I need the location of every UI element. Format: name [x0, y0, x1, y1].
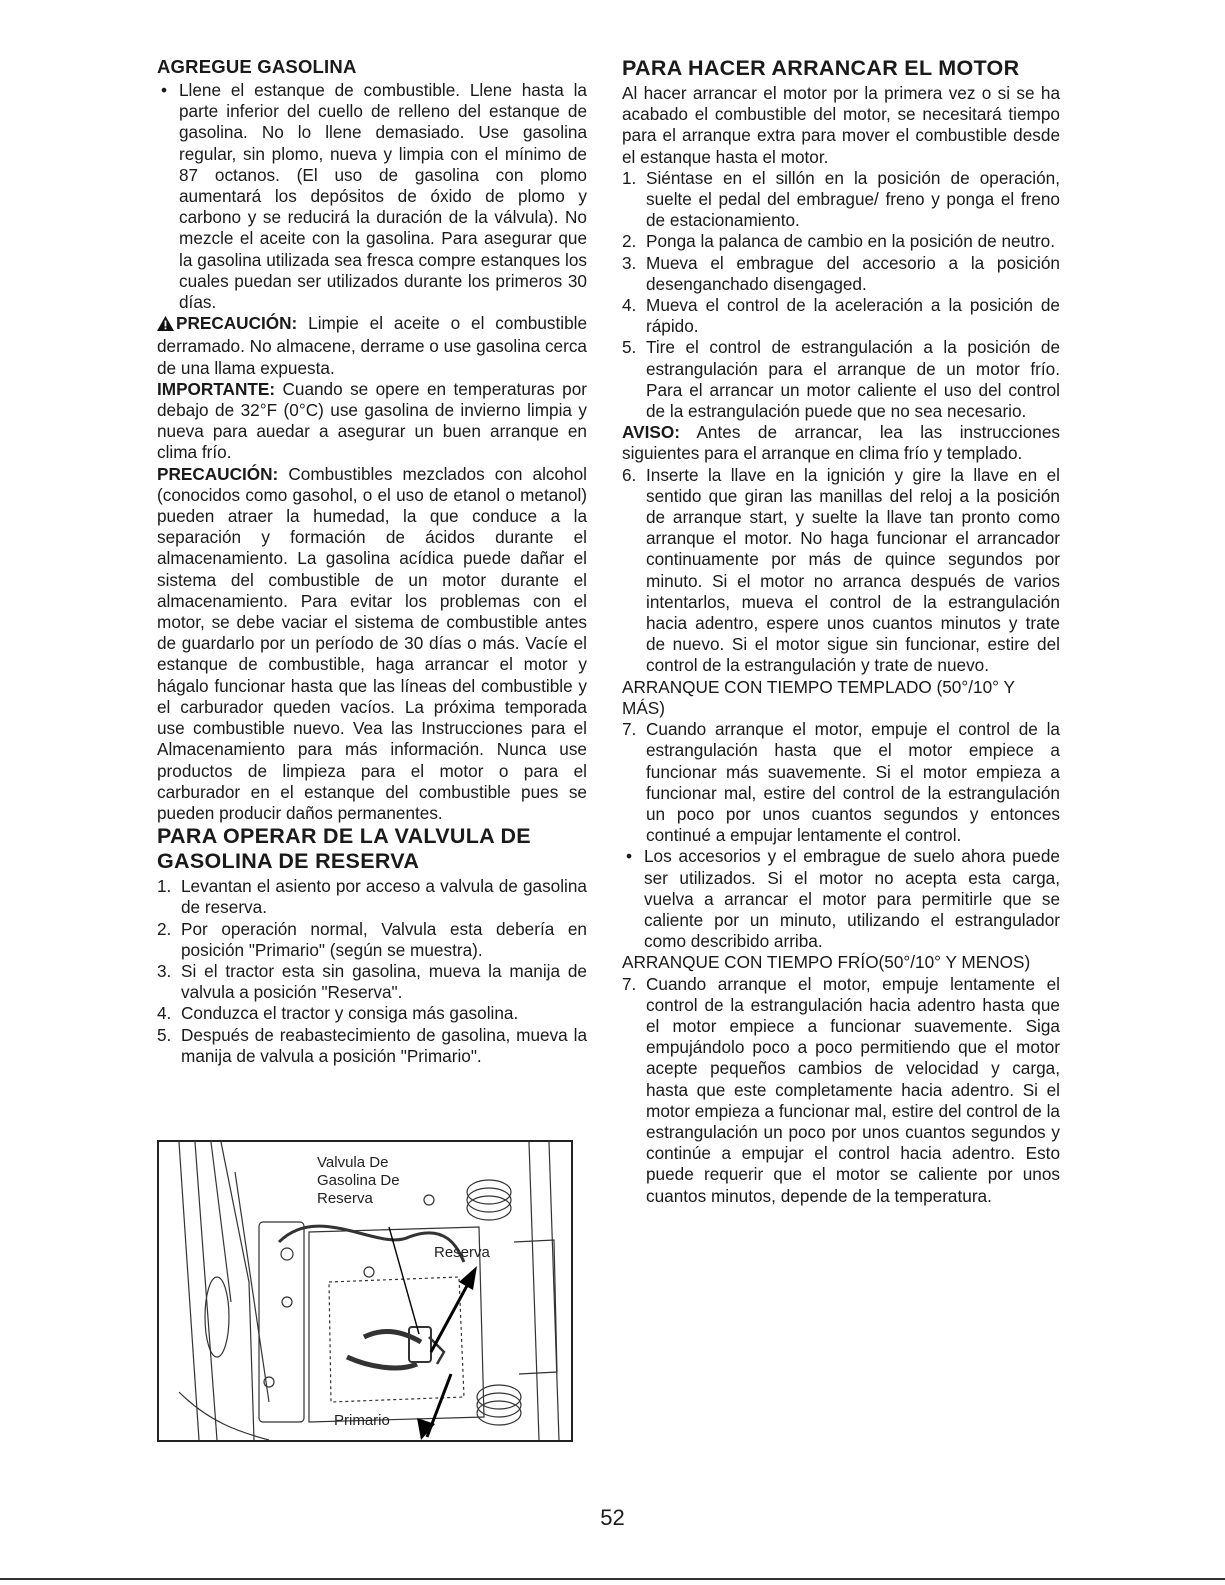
- caution-text-2: Combustibles mezclados con alcohol (conocidos como gasohol, o el uso de etanol o metanol) pueden atraer la humedad, la que conduce a la separación y formación de ácidos durante el almacenamiento. La gasolina acídica puede dañar el sistema del combustible de un motor durante el almacenamiento. Para evitar los problemas con el motor, se debe vaciar el sistema de combustible antes de guardarlo por un período de 30 días o más. Vacíe el estanque de combustible, haga arrancar el motor y hágalo funcionar hasta que las líneas del combustible y el carburador queden vacíos. La próxima temporada use combustible nuevo. Vea las Instrucciones para el Almacenamiento para más información. Nunca use productos de limpieza para el motor o para el carburador en el estanque del combustible pues se pueden producir daños permanentes.: [157, 463, 587, 823]
- start-step: [622, 337, 1060, 422]
- step-number: 2.: [157, 918, 172, 939]
- important-paragraph: [157, 379, 587, 464]
- left-column: [157, 52, 587, 1067]
- start-intro: Al hacer arrancar el motor por la primera vez o si se ha acabado el combustible del motor, se necesitará tiempo para el arranque extra para mover el combustible desde el estanque hasta el motor.: [622, 83, 1060, 167]
- step-6-list: [622, 465, 1060, 677]
- step-text: Ponga la palanca de cambio en la posición de neutro.: [646, 231, 1055, 252]
- notice-paragraph: [622, 422, 1060, 464]
- start-steps-list: [622, 168, 1060, 422]
- valve-step: [157, 961, 587, 1003]
- start-step: [622, 231, 1060, 252]
- step-text: Cuando arranque el motor, empuje el control de la estrangulación hasta que el motor empiece a funcionar más suavemente. Si el motor empieza a funcionar mal, estire del control de la estrangulación un poco por unos cuantos segundos y entonces continué a empujar lentamente el control.: [646, 719, 1060, 846]
- step-number: 7.: [622, 973, 637, 994]
- important-text: Cuando se opere en temperaturas por debajo de 32°F (0°C) use gasolina de invierno limpia y nueva para auedar a asegurar un buen arranque en clima frío.: [157, 378, 587, 463]
- fuel-bullet-list: [157, 80, 587, 313]
- notice-text: Antes de arrancar, lea las instrucciones siguientes para el arranque en clima frío y templado.: [622, 422, 1060, 464]
- caution-paragraph-2: [157, 464, 587, 824]
- accessories-bullet: • Los accesorios y el embrague de suelo ahora puede ser utilizados. Si el motor no acepta esta carga, vuelva a arrancar el motor para permitirle que se caliente por un minuto, utilizando el estrangulador como describido arriba.: [622, 846, 1060, 952]
- label-reserve-valve: Valvula De Gasolina De Reserva: [317, 1154, 400, 1207]
- step-number: 2.: [622, 231, 637, 252]
- page-number: 52: [600, 1505, 625, 1530]
- step-text: Tire el control de estrangulación a la posición de estrangulación para el arranque de un motor frío. Para el arrancar un motor caliente el uso del control de la estrangulación puede que no sea necesario.: [646, 337, 1060, 422]
- step-7-cold: [622, 974, 1060, 1207]
- accessories-bullet-list: [622, 846, 1060, 952]
- heading-start-engine: PARA HACER ARRANCAR EL MOTOR: [622, 56, 1020, 80]
- step-text: Siéntase en el sillón en la posición de operación, suelte el pedal del embrague/ freno y ponga el freno de estacionamiento.: [646, 167, 1060, 231]
- start-step: [622, 253, 1060, 295]
- step-text: Mueva el embrague del accesorio a la posición desenganchado disengaged.: [646, 252, 1060, 294]
- reserve-valve-figure: [157, 1140, 573, 1442]
- step-text: Cuando arranque el motor, empuje lentamente el control de la estrangulación hacia adentro hasta que el motor empiece a funcionar suavemente. Siga empujándolo poco a poco permitiendo que el motor acepte pequeños cambios de velocidad y carga, hasta que este completamente hacia adentro. Si el motor empieza a funcionar mal, estire del control de la estrangulación un poco por unos cuantos segundos y continúe a empujar el control hacia adentro. Esto puede requerir que el motor se caliente por unos cuantos minutos, depende de la temperatura.: [646, 973, 1060, 1206]
- notice-label: AVISO:: [622, 422, 680, 443]
- step-text: Después de reabastecimiento de gasolina, mueva la manija de valvula a posición "Primario".: [181, 1024, 587, 1066]
- step-number: 5.: [622, 337, 637, 358]
- valve-step: [157, 876, 587, 918]
- cold-start-heading: ARRANQUE CON TIEMPO FRÍO(50°/10° Y MENOS): [622, 952, 1031, 973]
- step-6: [622, 465, 1060, 677]
- step-number: 7.: [622, 719, 637, 740]
- important-label: IMPORTANTE:: [157, 378, 276, 399]
- valve-step: [157, 919, 587, 961]
- label-primary: Primario: [334, 1412, 390, 1429]
- step-number: 3.: [622, 252, 637, 273]
- step-number: 3.: [157, 960, 172, 981]
- step-text: Si el tractor esta sin gasolina, mueva la manija de valvula a posición "Reserva".: [181, 960, 587, 1003]
- caution-text: Limpie el aceite o el combustible derramado. No almacene, derrame o use gasolina cerca de una llama expuesta.: [157, 313, 587, 378]
- valve-step: [157, 1003, 587, 1024]
- warning-triangle-icon: [157, 315, 174, 336]
- cold-step-list: [622, 974, 1060, 1207]
- step-7-warm: [622, 719, 1060, 846]
- step-number: 6.: [622, 464, 637, 485]
- valve-step: [157, 1025, 587, 1067]
- step-text: Inserte la llave en la ignición y gire la llave en el sentido que giran las manillas del reloj a la posición de arranque start, y suelte la llave tan pronto como arranque el motor. No haga funcionar el arrancador continuamente por más de quince segundos por minuto. Si el motor no arranca después de varios intentarlos, mueva el control de la estrangulación hacia adentro, espere unos cuantos minutos y trate de nuevo. Si el motor sigue sin funcionar, estire del control de la estrangulación y trate de nuevo.: [646, 464, 1060, 676]
- right-column: [622, 52, 1060, 1207]
- step-number: 4.: [622, 295, 637, 316]
- caution-label: PRECAUCIÓN:: [176, 313, 298, 334]
- caution-label-2: PRECAUCIÓN:: [157, 463, 279, 484]
- step-text: Por operación normal, Valvula esta debería en posición "Primario" (según se muestra).: [181, 918, 587, 960]
- heading-reserve-valve: PARA OPERAR DE LA VALVULA DE GASOLINA DE RESERVA: [157, 824, 531, 874]
- fuel-instructions: • Llene el estanque de combustible. Llene hasta la parte inferior del cuello de relleno del estanque de gasolina. No lo llene demasiado. Use gasolina regular, sin plomo, nueva y limpia con el mínimo de 87 octanos. (El uso de gasolina con plomo aumentará los depósitos de óxido de plomo y carbono y se reducirá la duración de la válvula). No mezcle el aceite con la gasolina. Para asegurar que la gasolina utilizada sea fresca compre estanques los cuales puedan ser utilizados durante los primeros 30 días.: [157, 80, 587, 313]
- step-number: 5.: [157, 1024, 172, 1045]
- valve-steps-list: [157, 876, 587, 1067]
- step-number: 4.: [157, 1003, 172, 1024]
- step-text: Conduzca el tractor y consiga más gasolina.: [181, 1003, 519, 1024]
- label-reserve: Reserva: [434, 1244, 490, 1261]
- heading-add-fuel: AGREGUE GASOLINA: [157, 56, 357, 77]
- start-step: [622, 295, 1060, 337]
- step-number: 1.: [157, 876, 172, 897]
- caution-paragraph-1: [157, 313, 587, 379]
- bottom-rule: [0, 1578, 1225, 1580]
- warm-start-heading: ARRANQUE CON TIEMPO TEMPLADO (50°/10° Y MÁS): [622, 676, 1015, 718]
- step-text: Mueva el control de la aceleración a la posición de rápido.: [646, 295, 1060, 337]
- start-step: [622, 168, 1060, 232]
- step-text: Levantan el asiento por acceso a valvula de gasolina de reserva.: [181, 876, 587, 918]
- step-number: 1.: [622, 167, 637, 188]
- warm-step-list: [622, 719, 1060, 846]
